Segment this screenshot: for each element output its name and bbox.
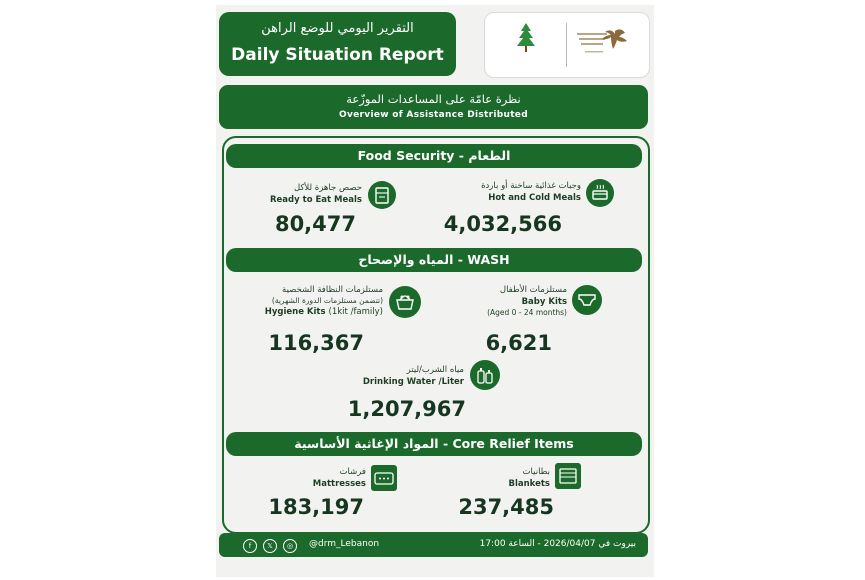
food-security-heading: Food Security - الطعام — [226, 144, 642, 168]
hot-cold-meals-arabic: وجبات غذائية ساخنة أو باردة — [481, 181, 581, 191]
cedar-logo-caption — [493, 55, 559, 63]
cedar-logo-icon — [517, 23, 535, 53]
report-title-arabic: التقرير اليومي للوضع الراهن — [261, 21, 414, 36]
hot-cold-meals-value: 4,032,566 — [443, 212, 562, 236]
diaper-icon — [572, 285, 602, 315]
footer-bar — [219, 533, 648, 557]
overview-arabic: نظرة عامّة على المساعدات الموزّعة — [346, 92, 521, 106]
x-icon[interactable]: 𝕏 — [263, 539, 277, 553]
drinking-water-arabic: مياه الشرب/ليتر — [406, 365, 464, 375]
overview-english: Overview of Assistance Distributed — [339, 110, 528, 120]
hygiene-kits-value: 116,367 — [268, 331, 364, 355]
mattresses-label — [276, 467, 366, 489]
ready-to-eat-label — [236, 183, 362, 205]
blankets-english: Blankets — [508, 479, 550, 489]
report-dateline: بيروت في 2026/04/07 - الساعة 17:00 — [479, 539, 636, 549]
baby-kits-note: (Aged 0 - 24 months) — [487, 308, 567, 317]
hygiene-kits-name: Hygiene Kits — [264, 307, 326, 317]
baby-kits-arabic: مستلزمات الأطفال — [499, 285, 567, 295]
mattress-icon — [371, 465, 397, 491]
ready-to-eat-value: 80,477 — [274, 212, 356, 236]
ready-to-eat-english: Ready to Eat Meals — [270, 195, 362, 205]
social-handle[interactable]: @drm_Lebanon — [309, 539, 380, 549]
report-title-english: Daily Situation Report — [231, 45, 444, 65]
mattresses-value: 183,197 — [268, 495, 364, 519]
overview-banner — [219, 85, 648, 129]
hygiene-basket-icon — [389, 286, 421, 318]
hygiene-kits-arabic: مستلزمات النظافة الشخصية — [282, 285, 383, 295]
blankets-arabic: بطانيات — [522, 467, 550, 477]
mattresses-arabic: فرشات — [339, 467, 366, 477]
core-relief-items-heading: المواد الإغاثية الأساسية - Core Relief Items — [226, 432, 642, 456]
logo-divider — [566, 23, 567, 67]
wash-heading: المياه والإصحاح - WASH — [226, 248, 642, 272]
blanket-icon — [555, 463, 581, 489]
hot-cold-meals-label — [443, 181, 581, 203]
ready-meal-icon — [368, 181, 396, 209]
facebook-icon[interactable]: f — [243, 539, 257, 553]
hygiene-kits-note-arabic: (تتضمن مستلزمات الدورة الشهرية) — [271, 296, 383, 305]
drinking-water-english: Drinking Water /Liter — [362, 377, 464, 387]
blankets-label — [466, 467, 550, 489]
blankets-value: 237,485 — [458, 495, 554, 519]
hygiene-kits-english — [231, 307, 383, 317]
water-bottle-icon — [470, 360, 500, 390]
logo-box — [484, 12, 650, 78]
drinking-water-value: 1,207,967 — [347, 397, 466, 421]
baby-kits-english: Baby Kits — [521, 297, 567, 307]
report-poster — [216, 5, 654, 577]
hot-meal-icon — [586, 179, 614, 207]
hot-cold-meals-english: Hot and Cold Meals — [488, 193, 581, 203]
baby-kits-value: 6,621 — [485, 331, 552, 355]
report-title-box — [219, 12, 456, 76]
baby-kits-label — [441, 285, 567, 317]
drinking-water-label — [336, 365, 464, 387]
hygiene-kits-label — [231, 285, 383, 317]
mattresses-english: Mattresses — [312, 479, 366, 489]
government-seal-icon — [575, 25, 643, 65]
instagram-icon[interactable]: ◎ — [283, 539, 297, 553]
hygiene-kits-note: (1kit /family) — [328, 307, 383, 317]
ready-to-eat-arabic: حصص جاهزة للأكل — [293, 183, 362, 193]
